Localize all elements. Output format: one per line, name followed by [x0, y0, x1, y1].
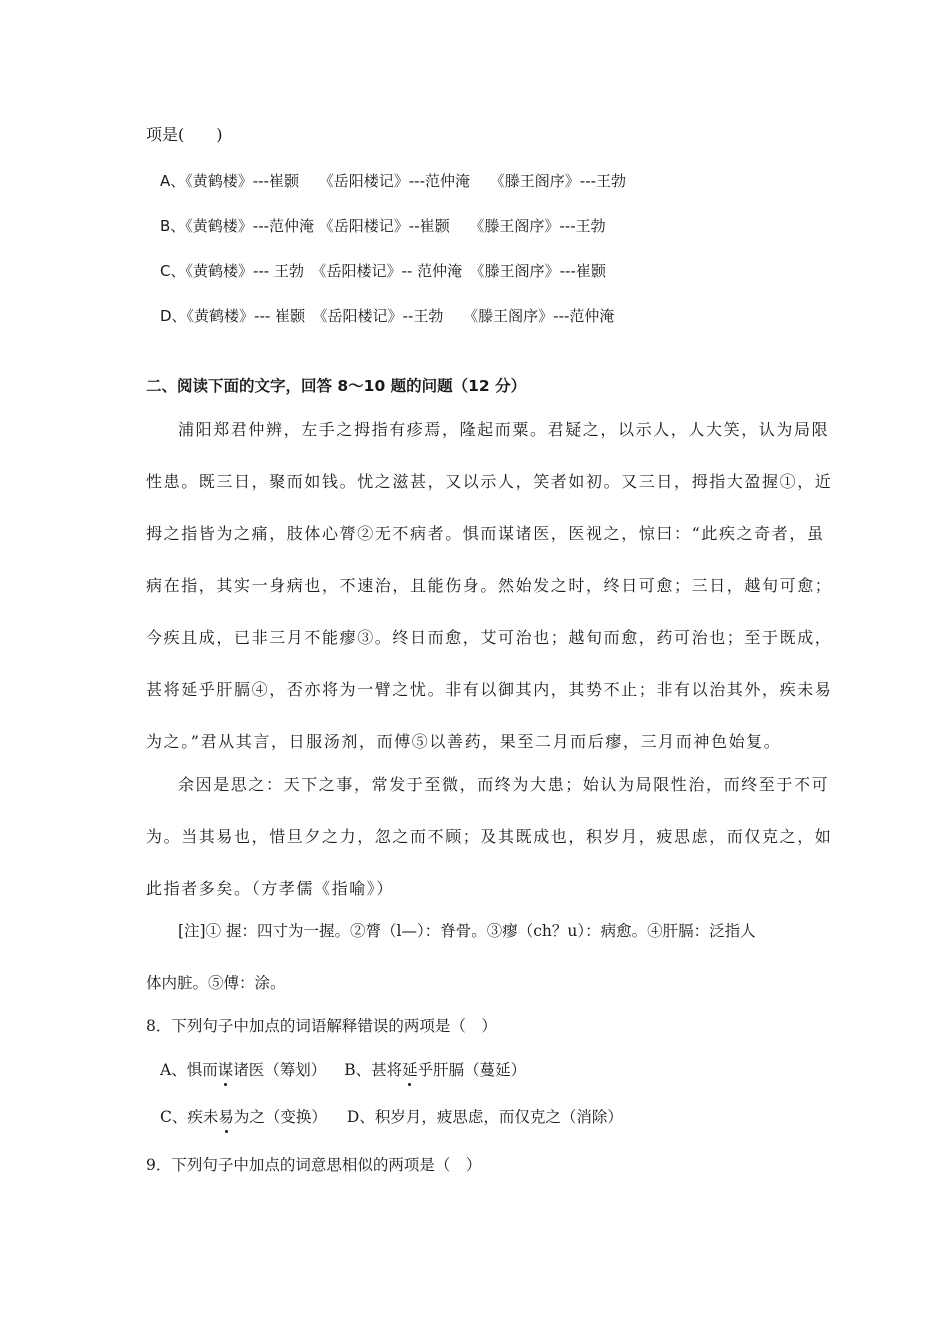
option-c: C、《黄鹤楼》--- 王勃 《岳阳楼记》-- 范仲淹 《滕王阁序》---崔颢	[160, 262, 606, 280]
passage-citation: 此指者多矣。（方孝儒《指喻》）	[146, 879, 395, 898]
passage-line: 为之。”君从其言，日服汤剂，而傅⑤以善药，果至二月而后瘳，三月而神色始复。	[146, 732, 782, 751]
passage-line: 今疾且成，已非三月不能瘳③。终日而愈，艾可治也；越旬而愈，药可治也；至于既成，	[146, 628, 833, 647]
question-8-options-ab	[160, 1059, 526, 1081]
passage-line: 浦阳郑君仲辨，左手之拇指有疹焉，隆起而粟。君疑之，以示人，人大笑，认为局限	[178, 420, 830, 439]
dotted-word: 易	[218, 1108, 234, 1126]
note-line: 体内脏。⑤傅：涂。	[146, 974, 286, 992]
option-c-text: C、疾未易为之（变换）	[160, 1108, 327, 1126]
dotted-word: 延	[402, 1061, 418, 1079]
option-a-text: A、惧而谋诸医（筹划）	[160, 1061, 327, 1079]
option-b: B、《黄鹤楼》---范仲淹 《岳阳楼记》--崔颢 《滕王阁序》---王勃	[160, 217, 606, 235]
passage-line: 病在指，其实一身病也，不速治，且能伤身。然始发之时，终日可愈；三日，越旬可愈；	[146, 576, 833, 595]
option-d: D、《黄鹤楼》--- 崔颢 《岳阳楼记》--王勃 《滕王阁序》---范仲淹	[160, 307, 615, 325]
passage-line: 余因是思之：天下之事，常发于至微，而终为大患；始认为局限性治，而终至于不可	[178, 775, 830, 794]
passage-line: 甚将延乎肝膈④，否亦将为一臂之忧。非有以御其内，其势不止；非有以治其外，疾未易	[146, 680, 833, 699]
section-heading: 二、阅读下面的文字，回答 8～10 题的问题（12 分）	[146, 377, 527, 395]
passage-line: 为。当其易也，惜旦夕之力，忽之而不顾；及其既成也，积岁月，疲思虑，而仅克之，如	[146, 827, 833, 846]
question-8-stem: 8．下列句子中加点的词语解释错误的两项是（ ）	[146, 1017, 497, 1035]
passage-line: 拇之指皆为之痛，肢体心膂②无不病者。惧而谋诸医，医视之，惊曰：“此疾之奇者，虽	[146, 524, 825, 543]
option-b-text: B、甚将延乎肝膈（蔓延）	[344, 1061, 527, 1079]
question-7-tail: 项是( )	[146, 125, 223, 144]
question-9-stem: 9．下列句子中加点的词意思相似的两项是（ ）	[146, 1156, 482, 1174]
passage-line: 性患。既三日，聚而如钱。忧之滋甚，又以示人，笑者如初。又三日，拇指大盈握①，近	[146, 472, 833, 491]
dotted-word: 谋	[217, 1061, 234, 1079]
option-a: A、《黄鹤楼》---崔颢 《岳阳楼记》---范仲淹 《滕王阁序》---王勃	[160, 172, 627, 190]
option-d-text: D、积岁月，疲思虑，而仅克之（消除）	[346, 1108, 623, 1126]
question-8-options-cd	[160, 1106, 623, 1128]
note-line: [注]① 握：四寸为一握。②膂（l—）：脊骨。③瘳（ch？u）：病愈。④肝膈：泛指人	[178, 922, 756, 940]
